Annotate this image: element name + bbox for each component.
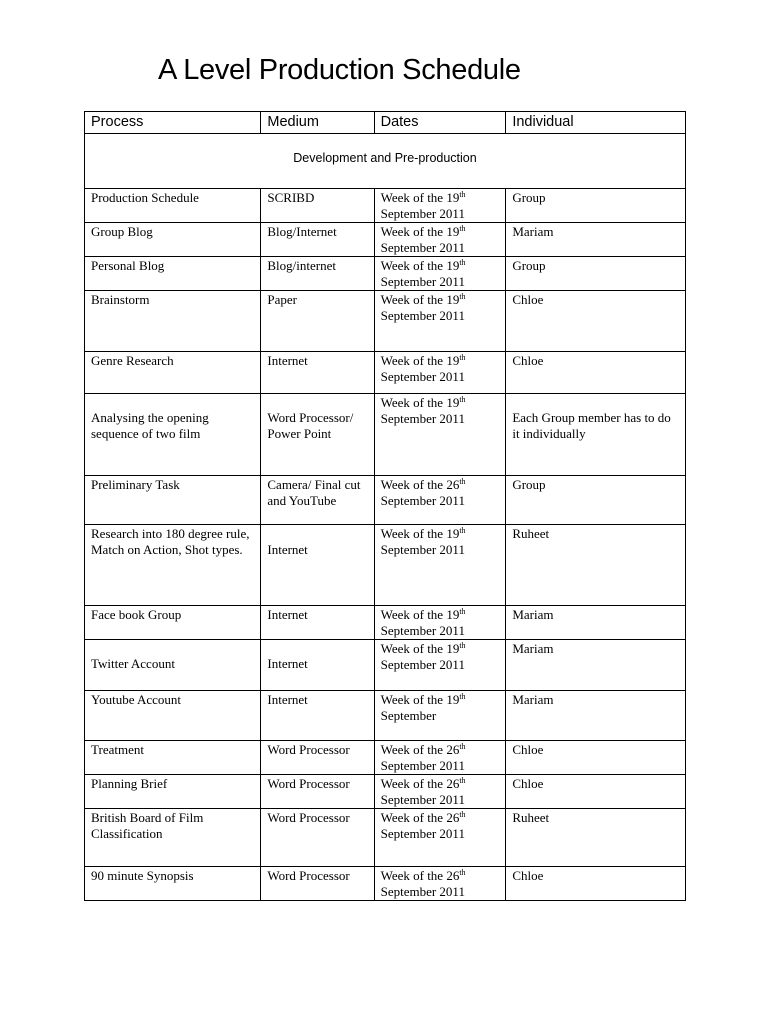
medium-cell: Internet bbox=[261, 352, 374, 394]
individual-cell: Mariam bbox=[506, 640, 686, 691]
individual-cell: Group bbox=[506, 189, 686, 223]
dates-cell: Week of the 19th September 2011 bbox=[374, 223, 506, 257]
individual-cell: Each Group member has to do it individually bbox=[506, 394, 686, 476]
medium-cell: SCRIBD bbox=[261, 189, 374, 223]
medium-cell: Internet bbox=[261, 691, 374, 741]
dates-cell: Week of the 26th September 2011 bbox=[374, 775, 506, 809]
dates-cell: Week of the 26th September 2011 bbox=[374, 476, 506, 525]
table-row bbox=[85, 741, 686, 775]
column-header-dates: Dates bbox=[374, 112, 506, 134]
medium-cell: Word Processor bbox=[261, 867, 374, 901]
medium-cell: Internet bbox=[261, 525, 374, 606]
process-cell: 90 minute Synopsis bbox=[85, 867, 261, 901]
page-title: A Level Production Schedule bbox=[158, 54, 521, 86]
table-row bbox=[85, 476, 686, 525]
individual-cell: Group bbox=[506, 257, 686, 291]
process-cell: Analysing the opening sequence of two film bbox=[85, 394, 261, 476]
medium-cell: Camera/ Final cut and YouTube bbox=[261, 476, 374, 525]
dates-cell: Week of the 19th September 2011 bbox=[374, 525, 506, 606]
dates-cell: Week of the 19th September 2011 bbox=[374, 352, 506, 394]
process-cell: Brainstorm bbox=[85, 291, 261, 352]
table-row bbox=[85, 394, 686, 476]
table-row bbox=[85, 223, 686, 257]
table-row bbox=[85, 189, 686, 223]
individual-cell: Mariam bbox=[506, 606, 686, 640]
process-cell: Planning Brief bbox=[85, 775, 261, 809]
medium-cell: Word Processor bbox=[261, 809, 374, 867]
column-header-medium: Medium bbox=[261, 112, 374, 134]
dates-cell: Week of the 19th September 2011 bbox=[374, 291, 506, 352]
process-cell: Group Blog bbox=[85, 223, 261, 257]
medium-cell: Blog/Internet bbox=[261, 223, 374, 257]
table-row bbox=[85, 691, 686, 741]
medium-cell: Blog/internet bbox=[261, 257, 374, 291]
individual-cell: Chloe bbox=[506, 867, 686, 901]
medium-cell: Internet bbox=[261, 640, 374, 691]
dates-cell: Week of the 26th September 2011 bbox=[374, 867, 506, 901]
individual-cell: Chloe bbox=[506, 352, 686, 394]
table-row bbox=[85, 257, 686, 291]
process-cell: Genre Research bbox=[85, 352, 261, 394]
column-header-individual: Individual bbox=[506, 112, 686, 134]
dates-cell: Week of the 19th September 2011 bbox=[374, 257, 506, 291]
table-row bbox=[85, 775, 686, 809]
medium-cell: Internet bbox=[261, 606, 374, 640]
process-cell: Research into 180 degree rule, Match on Action, Shot types. bbox=[85, 525, 261, 606]
table-row bbox=[85, 606, 686, 640]
individual-cell: Chloe bbox=[506, 775, 686, 809]
dates-cell: Week of the 19th September 2011 bbox=[374, 606, 506, 640]
dates-cell: Week of the 19th September 2011 bbox=[374, 189, 506, 223]
process-cell: Youtube Account bbox=[85, 691, 261, 741]
table-row bbox=[85, 640, 686, 691]
process-cell: Face book Group bbox=[85, 606, 261, 640]
medium-cell: Word Processor bbox=[261, 775, 374, 809]
column-header-process: Process bbox=[85, 112, 261, 134]
individual-cell: Mariam bbox=[506, 691, 686, 741]
individual-cell: Mariam bbox=[506, 223, 686, 257]
table-row bbox=[85, 809, 686, 867]
process-cell: Production Schedule bbox=[85, 189, 261, 223]
dates-cell: Week of the 26th September 2011 bbox=[374, 809, 506, 867]
table-row bbox=[85, 867, 686, 901]
individual-cell: Ruheet bbox=[506, 525, 686, 606]
dates-cell: Week of the 19th September bbox=[374, 691, 506, 741]
dates-cell: Week of the 19th September 2011 bbox=[374, 640, 506, 691]
process-cell: Personal Blog bbox=[85, 257, 261, 291]
process-cell: British Board of Film Classification bbox=[85, 809, 261, 867]
header-row bbox=[85, 112, 686, 134]
individual-cell: Chloe bbox=[506, 291, 686, 352]
medium-cell: Word Processor/ Power Point bbox=[261, 394, 374, 476]
schedule-table bbox=[84, 111, 686, 901]
dates-cell: Week of the 19th September 2011 bbox=[374, 394, 506, 476]
individual-cell: Chloe bbox=[506, 741, 686, 775]
table-row bbox=[85, 352, 686, 394]
table-row bbox=[85, 291, 686, 352]
process-cell: Preliminary Task bbox=[85, 476, 261, 525]
section-row bbox=[85, 134, 686, 189]
individual-cell: Group bbox=[506, 476, 686, 525]
table-row bbox=[85, 525, 686, 606]
process-cell: Twitter Account bbox=[85, 640, 261, 691]
section-title: Development and Pre-production bbox=[85, 134, 686, 189]
dates-cell: Week of the 26th September 2011 bbox=[374, 741, 506, 775]
individual-cell: Ruheet bbox=[506, 809, 686, 867]
process-cell: Treatment bbox=[85, 741, 261, 775]
medium-cell: Word Processor bbox=[261, 741, 374, 775]
medium-cell: Paper bbox=[261, 291, 374, 352]
